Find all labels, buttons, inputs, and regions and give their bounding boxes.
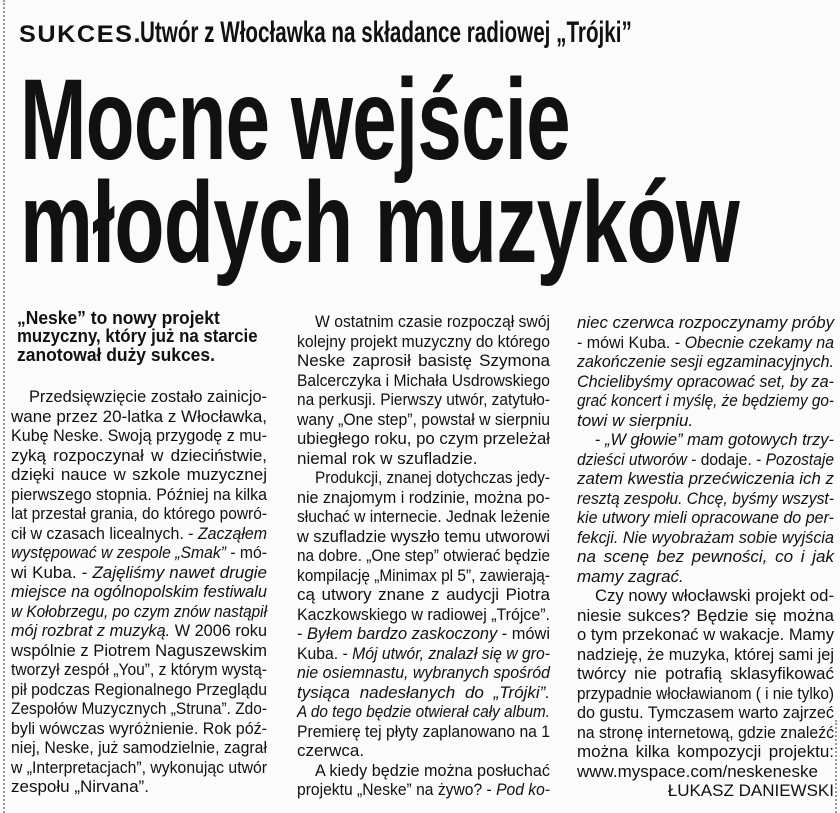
text-run: projektu „Neske” na żywo? - (297, 780, 497, 799)
italic-quote-run: grać koncert i myślę, że będziemy go- (577, 391, 834, 410)
text-run: wspólnie z Piotrem Naguszewskim (11, 640, 267, 660)
lead-line (17, 309, 267, 327)
italic-quote-run: mamy zagrać. (577, 566, 684, 586)
italic-quote-run: towi w sierpniu. (577, 410, 694, 430)
text-line (11, 504, 267, 524)
text-run: cą utwory znane z audycji Piotra (297, 585, 550, 604)
lead-line-text: „Neske” to nowy projekt (17, 308, 220, 328)
text-line (11, 387, 267, 407)
italic-quote-run: nie osiemnastu, wybranych spośród (297, 663, 550, 682)
italic-quote-run: Zajęliśmy nawet drugie (92, 562, 268, 582)
text-line (11, 426, 267, 446)
text-run: pił podczas Regionalnego Przeglądu (11, 679, 267, 699)
text-run: o tym przekonać w wakacje. Mamy (577, 625, 834, 644)
lead-paragraph (17, 309, 267, 364)
italic-quote-run: Zacząłem (197, 523, 267, 543)
text-line (577, 742, 834, 762)
kicker-label: SUKCES. (19, 21, 143, 48)
text-line (11, 699, 267, 719)
text-run: nie znajomym i rodzinie, można po- (297, 487, 550, 507)
italic-quote-run: dzieści utworów (577, 449, 687, 469)
article-column-3 (577, 313, 834, 801)
text-run: do gustu. Tymczasem warto zajrzeć (577, 703, 834, 722)
text-line (297, 585, 550, 605)
text-run: dzięki nauce w szkole muzycznej (11, 465, 267, 484)
text-line (11, 602, 267, 622)
text-line (11, 407, 267, 427)
text-run: Premierę tej płyty zaplanowano na 1 (297, 721, 550, 741)
italic-quote-run: mój rozbrat z muzyką. (11, 621, 171, 640)
text-run: niesie sukces? Będzie się można (577, 605, 834, 625)
text-run: ubiegłego roku, po czym przeleżał (297, 429, 550, 448)
page-edge-left (3, 0, 5, 813)
text-line (297, 351, 550, 371)
paragraph (577, 430, 834, 586)
text-run: na stronę internetową, gdzie znaleźć (577, 722, 834, 742)
text-line (297, 488, 550, 508)
text-line (577, 450, 834, 470)
text-line (11, 465, 267, 485)
italic-quote-run: Pod ko- (496, 780, 550, 799)
text-run: przypadnie włocławianom ( i nie tylko) (577, 683, 834, 703)
page-edge-right (835, 720, 837, 813)
text-line (577, 567, 834, 587)
text-line (577, 489, 834, 509)
italic-quote-run: na scenę bez pewności, co i jak (577, 547, 834, 566)
text-run: W ostatnim czasie rozpoczął swój (315, 312, 550, 331)
text-line (297, 332, 550, 352)
text-line (11, 621, 267, 641)
text-run: Balcerczyka i Michała Usdrowskiego (297, 370, 550, 390)
text-line (577, 664, 834, 684)
text-line (11, 758, 267, 778)
text-line (297, 780, 550, 800)
text-run: w szufladzie wyszło temu utworowi (297, 526, 550, 546)
italic-quote-run: kie utwory mieli opracowane do per- (577, 508, 834, 527)
text-line (577, 469, 834, 489)
italic-quote-run: tysiąca nadesłanych do „Trójki”. (297, 682, 550, 702)
text-line (577, 703, 834, 723)
author-byline: ŁUKASZ DANIEWSKI (667, 781, 834, 800)
text-run: - dodaje. - (686, 449, 766, 469)
text-run: na perkusji. Pierwszy utwór, zatytuło- (297, 390, 550, 409)
text-line (577, 528, 834, 548)
text-run: - mó- (225, 543, 267, 562)
text-line (577, 645, 834, 665)
paragraph (297, 761, 550, 800)
italic-quote-run: Byłem bardzo zaskoczony (307, 624, 498, 643)
text-line (11, 719, 267, 739)
italic-quote-run: zakończenie sesji egzaminacyjnych. (577, 352, 834, 371)
italic-quote-run: Chcielibyśmy opracować set, by za- (577, 371, 834, 391)
article-column-2 (297, 312, 550, 800)
paragraph (577, 313, 834, 430)
paragraph (297, 468, 550, 761)
italic-quote-run: fekcji. Nie wyobrażam sobie wyjścia (577, 527, 834, 547)
text-line (297, 507, 550, 527)
italic-quote-run: A do tego będzie otwierał cały album. (297, 702, 550, 721)
text-line (577, 372, 834, 392)
text-run: kolejny projekt muzyczny do którego (297, 331, 550, 351)
text-line (297, 449, 550, 469)
text-line (297, 722, 550, 742)
text-run: - mówi (497, 624, 550, 643)
text-run: nadzieję, że muzyka, której sami jej (577, 644, 834, 664)
text-line (577, 684, 834, 704)
text-run: tworzył zespół „You”, z którym wystą- (11, 660, 267, 679)
text-line (297, 761, 550, 781)
italic-quote-run: zatem kwestia przećwiczenia ich z (577, 469, 834, 488)
text-run: Kubę Neske. Swoją przygodę z mu- (11, 426, 267, 445)
text-run: A kiedy będzie można posłuchać (315, 760, 550, 780)
text-run: słuchać w internecie. Jednak leżenie (297, 507, 550, 526)
text-line (577, 508, 834, 528)
italic-quote-run: Obecnie czekamy na (684, 332, 834, 352)
text-run: Produkcji, znanej dotychczas jedy- (315, 468, 550, 487)
text-run: byli wówczas wyróżnienie. Rok póź- (11, 718, 267, 738)
text-run: wane przez 20-latka z Włocławka, (11, 406, 267, 426)
italic-quote-run: w Kołobrzegu, po czym znów nastąpił (11, 601, 267, 621)
text-run: www.myspace.com/neskeneske (577, 761, 818, 781)
text-run: kompilację „Minimax pl 5”, zawierają- (297, 565, 550, 585)
text-line (577, 547, 834, 567)
text-line (297, 644, 550, 664)
text-run: twórcy nie potrafią sklasyfikować (577, 664, 834, 683)
lead-line (17, 346, 267, 364)
italic-quote-run: Pozostaje (765, 449, 834, 469)
text-run: na dobre. „One step” otwierać będzie (297, 546, 550, 565)
text-line (11, 582, 267, 602)
italic-quote-run: Mój utwór, znalazł się w gro- (352, 643, 550, 663)
text-run: Kuba. - (297, 643, 353, 663)
text-line (577, 352, 834, 372)
text-line (577, 586, 834, 606)
text-line (11, 563, 267, 583)
text-line (11, 738, 267, 758)
text-line (577, 762, 834, 782)
headline-line-1: Mocne wejście (20, 56, 570, 184)
text-line (11, 446, 267, 466)
text-run: lat przestał grania, do którego powró- (11, 504, 267, 523)
text-run: Kaczkowskiego w radiowej „Trójce”. (297, 604, 550, 624)
paragraph (297, 312, 550, 468)
text-run: można kilka kompozycji projektu: (577, 742, 834, 761)
text-line (577, 391, 834, 411)
text-line (297, 410, 550, 430)
lead-line-text: muzyczny, który już na starcie (17, 326, 258, 347)
text-line (297, 702, 550, 722)
italic-quote-run: miejsce na ogólnopolskim festiwalu (11, 582, 267, 601)
text-line (297, 429, 550, 449)
text-line (11, 485, 267, 505)
italic-quote-run: resztą zespołu. Chcę, byśmy wszyst- (577, 488, 834, 508)
text-line (577, 606, 834, 626)
text-line (297, 624, 550, 644)
text-line (11, 641, 267, 661)
italic-quote-run: „W głowie” mam gotowych trzy- (605, 430, 834, 449)
text-line (297, 663, 550, 683)
text-run: w „Interpretacjach”, wykonując utwór (11, 757, 267, 777)
headline-line-2: młodych muzyków (20, 159, 739, 287)
text-line (577, 625, 834, 645)
text-run: Zespołów Muzycznych „Struna”. Zdo- (11, 699, 267, 718)
text-line (11, 543, 267, 563)
article-column-1 (11, 387, 267, 797)
italic-quote-run: niec czerwca rozpoczynamy próby (577, 313, 834, 332)
text-line (577, 333, 834, 353)
text-run: pierwszego stopnia. Później na kilka (11, 484, 267, 504)
text-line (297, 371, 550, 391)
text-run: zyką rozpoczynał w dzieciństwie, (11, 445, 267, 465)
text-run: W 2006 roku (170, 621, 267, 640)
text-line (297, 566, 550, 586)
text-line (297, 741, 550, 761)
text-run: - mówi Kuba. - (577, 332, 685, 352)
text-line (297, 683, 550, 703)
text-run: niej, Neske, już samodzielnie, zagrał (11, 738, 267, 757)
text-line (297, 546, 550, 566)
text-line (297, 390, 550, 410)
text-run: - (297, 624, 308, 643)
text-run: wi Kuba. - (11, 562, 93, 582)
paragraph (11, 387, 267, 797)
lead-line-text: zanotował duży sukces. (17, 344, 215, 365)
text-line (577, 313, 834, 333)
text-run: wany „One step”, powstał w sierpniu (297, 409, 550, 429)
kicker-text: Utwór z Włocławka na składance radiowej „Trójki” (140, 16, 632, 49)
paragraph (577, 586, 834, 781)
text-line (11, 680, 267, 700)
text-run: Przedsięwzięcie zostało zainicjo- (29, 387, 267, 406)
text-line (577, 430, 834, 450)
kicker (19, 16, 840, 49)
text-line (577, 411, 834, 431)
text-line (577, 723, 834, 743)
text-run: Czy nowy włocławski projekt od- (595, 586, 834, 605)
lead-line (17, 327, 267, 345)
text-line (297, 312, 550, 332)
text-run: cił w czasach licealnych. - (11, 523, 198, 543)
italic-quote-run: występować w zespole „Smak” (11, 543, 226, 562)
text-line (297, 468, 550, 488)
text-line (297, 605, 550, 625)
text-line (11, 524, 267, 544)
text-run: niemal rok w szufladzie. (297, 448, 478, 468)
text-run: zespołu „Nirvana”. (11, 777, 149, 796)
text-line (11, 777, 267, 797)
text-run: - (595, 430, 606, 449)
text-line (297, 527, 550, 547)
text-run: czerwca. (297, 741, 365, 760)
text-run: Neske zaprosił basistę Szymona (297, 351, 550, 370)
text-line (11, 660, 267, 680)
